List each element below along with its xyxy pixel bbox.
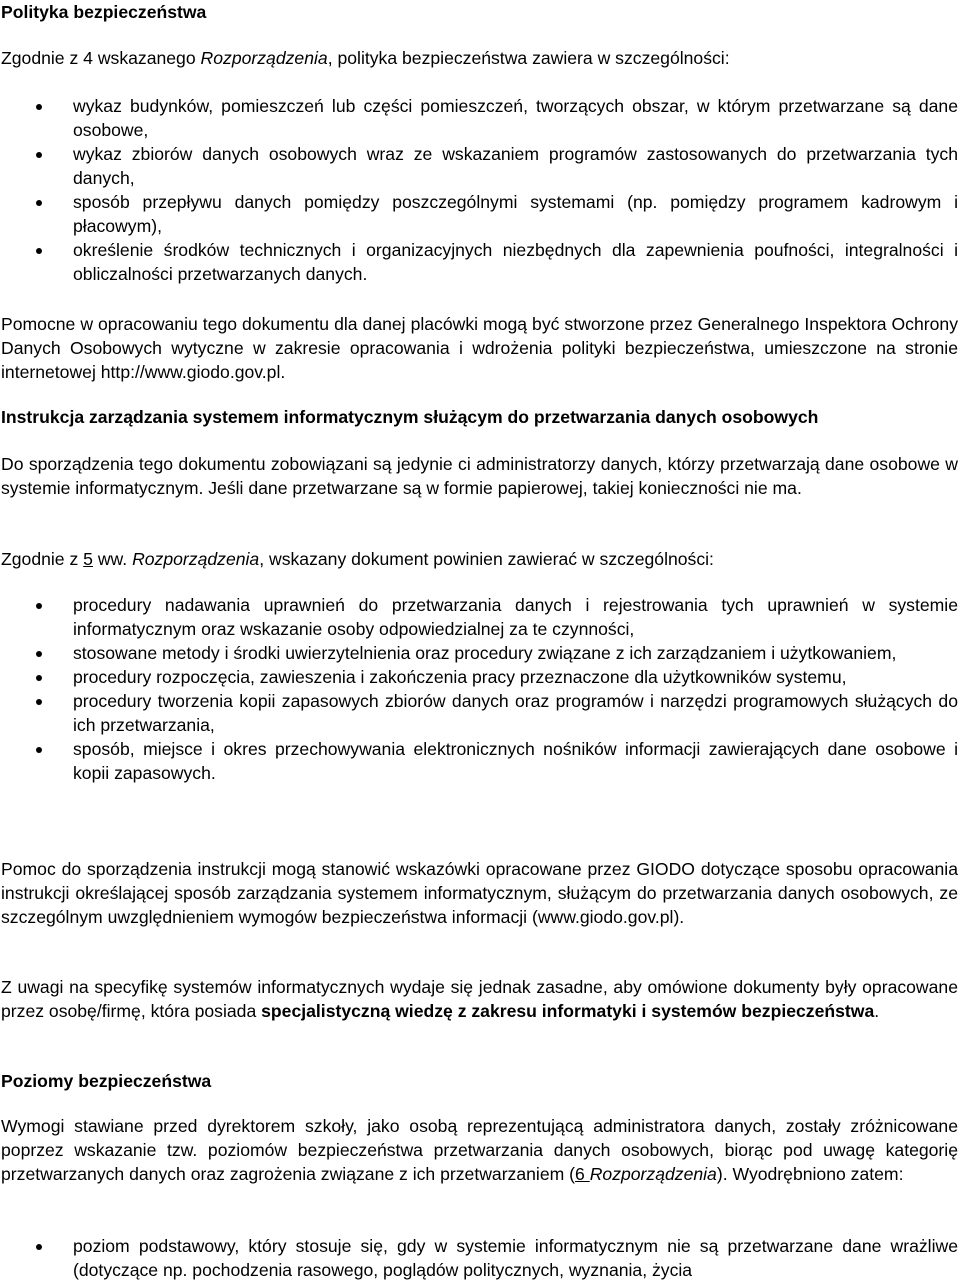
paragraph-text: ). Wyodrębniono zatem:: [716, 1164, 904, 1184]
list-item-text: procedury nadawania uprawnień do przetwarzania danych i rejestrowania tych uprawnień w systemie informatycznym oraz wskazanie osoby odpowiedzialnej za te czynności,: [73, 595, 958, 639]
bullet-list: [0, 593, 958, 785]
list-item-text: wykaz zbiorów danych osobowych wraz ze wskazaniem programów zastosowanych do przetwarzania tych danych,: [73, 144, 958, 188]
bullet-icon: [36, 675, 42, 681]
paragraph: [1, 1114, 958, 1186]
list-item-text: stosowane metody i środki uwierzytelnienia oraz procedury związane z ich zarządzaniem i użytkowaniem,: [73, 643, 897, 663]
bullet-icon: [36, 152, 42, 158]
intro-text: , wskazany dokument powinien zawierać w szczególności:: [259, 549, 714, 569]
bullet-list: [0, 94, 958, 286]
bullet-icon: [36, 200, 42, 206]
list-item: [0, 665, 958, 689]
section-intro: [1, 46, 958, 70]
intro-text: ww.: [92, 549, 133, 569]
list-item-text: określenie środków technicznych i organizacyjnych niezbędnych dla zapewnienia poufności, integralności i obliczalności przetwarzanych danych.: [73, 240, 958, 284]
intro-text: Zgodnie z: [1, 549, 84, 569]
list-item-text: sposób przepływu danych pomiędzy poszczególnymi systemami (np. pomiędzy programem kadrowym i płacowym),: [73, 192, 958, 236]
list-item: [0, 641, 958, 665]
bullet-icon: [36, 699, 42, 705]
paragraph-text: .: [874, 1001, 880, 1021]
intro-text: Zgodnie z 4 wskazanego: [1, 48, 201, 68]
list-item-text: poziom podstawowy, który stosuje się, gdy w systemie informatycznym nie są przetwarzane dane wrażliwe (dotyczące np. pochodzenia rasowego, poglądów politycznych, wyznania, życia: [73, 1236, 958, 1280]
intro-italic: Rozporządzenia: [200, 48, 328, 68]
section-title-polityka: Polityka bezpieczeństwa: [1, 2, 207, 22]
section-intro: [1, 547, 958, 571]
list-item: [0, 94, 958, 142]
paragraph: Do sporządzenia tego dokumentu zobowiązani są jedynie ci administratorzy danych, którzy przetwarzają dane osobowe w systemie informatycznym. Jeśli dane przetwarzane są w formie papierowej, takiej konieczności nie ma.: [1, 454, 958, 498]
list-item-text: procedury rozpoczęcia, zawieszenia i zakończenia pracy przeznaczone dla użytkowników systemu,: [73, 667, 847, 687]
bullet-icon: [36, 747, 42, 753]
paragraph: Pomocne w opracowaniu tego dokumentu dla danej placówki mogą być stworzone przez Generalnego Inspektora Ochrony Danych Osobowych wytyczne w zakresie opracowania i wdrożenia polityki bezpieczeństwa, umieszczone na stronie internetowej http://www.giodo.gov.pl.: [1, 314, 958, 382]
paragraph-text: Z uwagi na specyfikę systemów informatycznych wydaje się jednak zasadne, aby omówione dokumenty były opracowane przez osobę/firmę, która posiada: [1, 977, 958, 1021]
paragraph-italic: Rozporządzenia: [589, 1164, 717, 1184]
bullet-icon: [36, 1244, 42, 1250]
bullet-icon: [36, 104, 42, 110]
list-item: [0, 737, 958, 785]
paragraph-text: Wymogi stawiane przed dyrektorem szkoły, jako osobą reprezentującą administratora danych, zostały zróżnicowane poprzez wskazanie tzw. poziomów bezpieczeństwa przetwarzania danych osobowych, biorąc pod uwagę kategorię przetwarzanych danych oraz zagrożenia związane z ich przetwarzaniem (: [1, 1116, 958, 1184]
section-ref: 5: [83, 549, 93, 569]
section-ref: 6: [575, 1164, 590, 1184]
bullet-icon: [36, 603, 42, 609]
list-item: [0, 593, 958, 641]
list-item: [0, 238, 958, 286]
list-item: [0, 1234, 958, 1282]
list-item-text: wykaz budynków, pomieszczeń lub części pomieszczeń, tworzących obszar, w którym przetwarzane są dane osobowe,: [73, 96, 958, 140]
section-title-instrukcja: Instrukcja zarządzania systemem informatycznym służącym do przetwarzania danych osobowych: [1, 407, 819, 427]
section-title-poziomy: Poziomy bezpieczeństwa: [1, 1071, 212, 1091]
bullet-icon: [36, 651, 42, 657]
paragraph: Pomoc do sporządzenia instrukcji mogą stanowić wskazówki opracowane przez GIODO dotyczące sposobu opracowania instrukcji określającej sposób zarządzania systemem informatycznym, służącym do przetwarzania danych osobowych, ze szczególnym uwzględnieniem wymogów bezpieczeństwa informacji (www.giodo.gov.pl).: [1, 859, 958, 927]
bullet-icon: [36, 248, 42, 254]
paragraph-bold: specjalistyczną wiedzę z zakresu informatyki i systemów bezpieczeństwa: [261, 1001, 875, 1021]
intro-italic: Rozporządzenia: [132, 549, 260, 569]
paragraph: [1, 975, 958, 1023]
list-item: [0, 689, 958, 737]
bullet-list: [0, 1234, 958, 1282]
list-item-text: procedury tworzenia kopii zapasowych zbiorów danych oraz programów i narzędzi programowych służących do ich przetwarzania,: [73, 691, 958, 735]
list-item: [0, 142, 958, 190]
list-item-text: sposób, miejsce i okres przechowywania elektronicznych nośników informacji zawierających dane osobowe i kopii zapasowych.: [73, 739, 958, 783]
list-item: [0, 190, 958, 238]
intro-text: , polityka bezpieczeństwa zawiera w szczególności:: [327, 48, 730, 68]
